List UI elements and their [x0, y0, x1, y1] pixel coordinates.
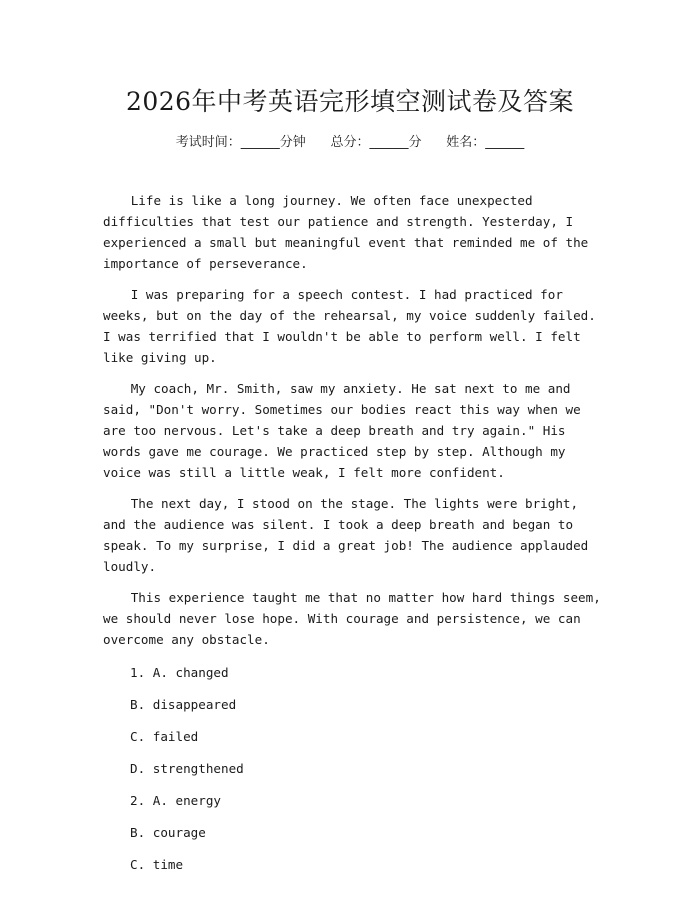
paragraph-2: I was preparing for a speech contest. I had practiced for weeks, but on the day of the rehearsal, my voice suddenly failed. I was terrified that I wouldn't be able to perform well. I felt like giving up. [103, 287, 596, 365]
paragraph-4: The next day, I stood on the stage. The lights were bright, and the audience was silent. I took a deep breath and began to speak. To my surprise, I did a great job! The audience applauded loudly. [103, 496, 589, 574]
option-2a: 2. A. energy [130, 793, 221, 808]
option-2c: C. time [130, 857, 184, 872]
option-1d: D. strengthened [130, 761, 244, 776]
paragraph-5: This experience taught me that no matter how hard things seem, we should never lose hope. With courage and persistence, we can overcome any obstacle. [103, 590, 601, 647]
paragraph-1: Life is like a long journey. We often face unexpected difficulties that test our patience and strength. Yesterday, I experienced a small but meaningful event that reminded me of the importance of perseverance. [103, 193, 589, 271]
document-title: 2026年中考英语完形填空测试卷及答案 [125, 87, 575, 116]
option-1b: B. disappeared [130, 697, 237, 712]
paragraph-3: My coach, Mr. Smith, saw my anxiety. He sat next to me and said, "Don't worry. Sometimes our bodies react this way when we are too nervous. Let's take a deep breath and try again." His words gave me courage. We practiced step by step. Although my voice was still a little weak, I felt more confident. [103, 381, 581, 480]
option-2b: B. courage [130, 825, 206, 840]
option-1c: C. failed [130, 729, 199, 744]
option-1a: 1. A. changed [130, 665, 229, 680]
passage [103, 190, 603, 886]
exam-info-line: 考试时间：______分钟 总分：______分 姓名：______ [175, 135, 525, 150]
answer-options [103, 662, 603, 886]
